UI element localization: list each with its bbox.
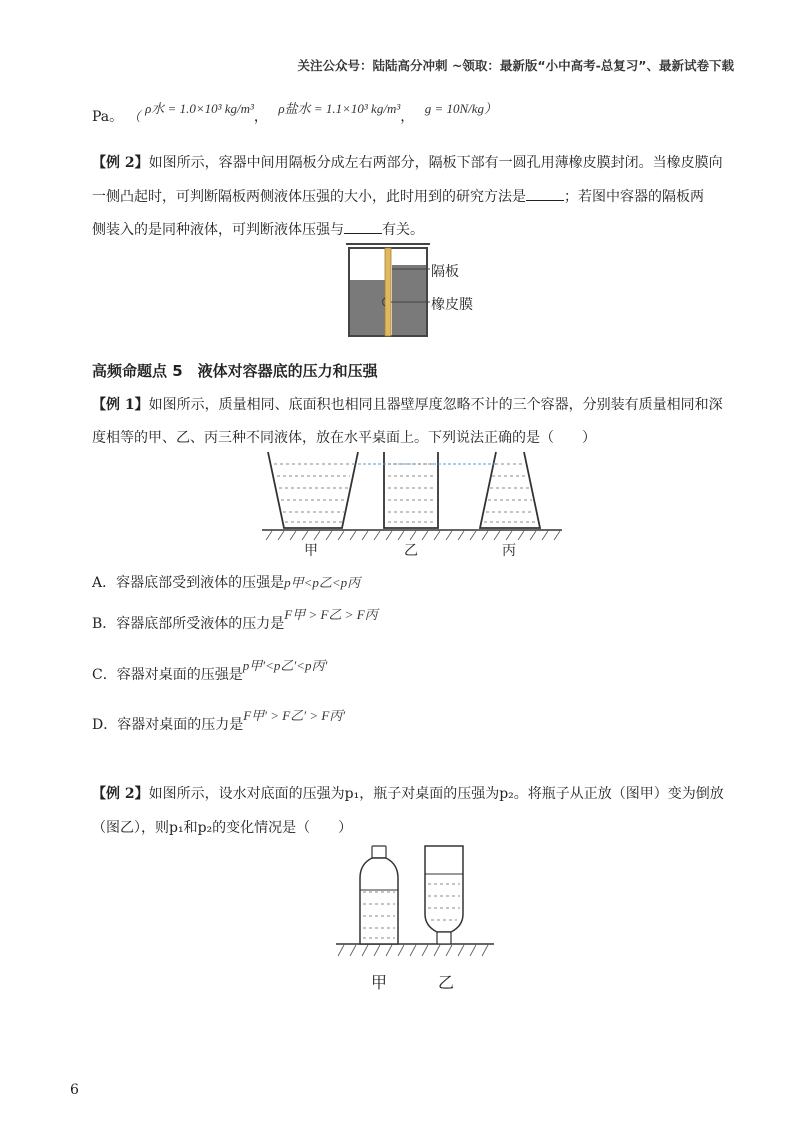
option-letter: C． — [92, 667, 117, 683]
option-formula: p甲′<p乙′<p丙′ — [242, 658, 328, 673]
comma-1: ， — [253, 109, 268, 125]
example-tag: 【例 2】 — [92, 786, 149, 802]
page-number: 6 — [70, 1082, 79, 1098]
answer-blank[interactable] — [526, 188, 564, 201]
example2a-line3 — [92, 219, 424, 239]
open-paren: （ — [127, 109, 141, 124]
example-text: 一侧凸起时，可判断隔板两侧液体压强的大小，此时用到的研究方法是 — [92, 189, 526, 205]
option-letter: D． — [92, 717, 118, 733]
example2b-line1 — [92, 783, 724, 803]
close-paren: ） — [484, 101, 498, 116]
figure-label-jia: 甲 — [304, 543, 318, 559]
option-b[interactable] — [92, 607, 378, 633]
option-text: 容器对桌面的压强是 — [116, 667, 243, 683]
option-formula: F甲 > F乙 > F丙 — [284, 607, 378, 622]
example1-line1 — [92, 394, 723, 414]
example2a-line1 — [92, 152, 723, 172]
example-tag: 【例 1】 — [92, 397, 149, 413]
option-text: 容器底部受到液体的压强是 — [116, 575, 285, 591]
option-formula: p甲<p乙<p丙 — [284, 575, 361, 590]
example-text: ；若图中容器的隔板两 — [564, 189, 704, 205]
partition-container-figure — [340, 240, 510, 340]
figure-label-bing: 丙 — [502, 543, 516, 559]
option-formula: F甲′ > F乙′ > F丙′ — [243, 708, 346, 723]
example2b-line2: （图乙），则p₁和p₂的变化情况是（ ） — [92, 820, 353, 836]
example-text: 如图所示，设水对底面的压强为p₁，瓶子对桌面的压强为p₂。将瓶子从正放（图甲）变为倒放 — [148, 786, 724, 802]
example-text: 有关。 — [382, 222, 424, 238]
three-containers-figure — [262, 450, 562, 545]
option-c[interactable] — [92, 658, 328, 684]
option-letter: B． — [92, 616, 117, 632]
example-text: 如图所示，容器中间用隔板分成左右两部分，隔板下部有一圆孔用薄橡皮膜封闭。当橡皮膜向 — [148, 155, 723, 171]
prev-question-tail — [92, 101, 498, 126]
example-text: 侧装入的是同种液体，可判断液体压强与 — [92, 222, 344, 238]
option-text: 容器对桌面的压力是 — [117, 717, 244, 733]
comma-2: ， — [400, 109, 415, 125]
section-title: 高频命题点 5 液体对容器底的压力和压强 — [92, 362, 378, 380]
figure-label-yi: 乙 — [404, 543, 418, 559]
unit-text: Pa。 — [92, 109, 124, 125]
rho-water-formula: ρ水 = 1.0×10³ kg/m³ — [145, 101, 254, 116]
rho-brine-formula: ρ盐水 = 1.1×10³ kg/m³ — [278, 101, 401, 116]
example-tag: 【例 2】 — [92, 155, 149, 171]
option-text: 容器底部所受液体的压力是 — [116, 616, 285, 632]
bottles-figure — [330, 840, 500, 965]
answer-blank[interactable] — [344, 221, 382, 234]
partition-label: 隔板 — [431, 264, 459, 280]
bottle-label-jia: 甲 — [371, 973, 388, 992]
option-a[interactable] — [92, 572, 360, 592]
example-text: 如图所示，质量相同、底面积也相同且器壁厚度忽略不计的三个容器，分别装有质量相同和深 — [148, 397, 723, 413]
bottle-label-yi: 乙 — [438, 973, 455, 992]
example2a-line2 — [92, 186, 704, 206]
g-formula: g = 10N/kg — [424, 101, 485, 116]
option-d[interactable] — [92, 708, 346, 734]
option-letter: A． — [92, 575, 117, 591]
example1-line2: 度相等的甲、乙、丙三种不同液体，放在水平桌面上。下列说法正确的是（ ） — [92, 430, 596, 446]
header-note: 关注公众号：陆陆高分冲刺 ~领取：最新版“小中高考-总复习”、最新试卷下载 — [297, 58, 734, 73]
membrane-label: 橡皮膜 — [431, 297, 473, 313]
